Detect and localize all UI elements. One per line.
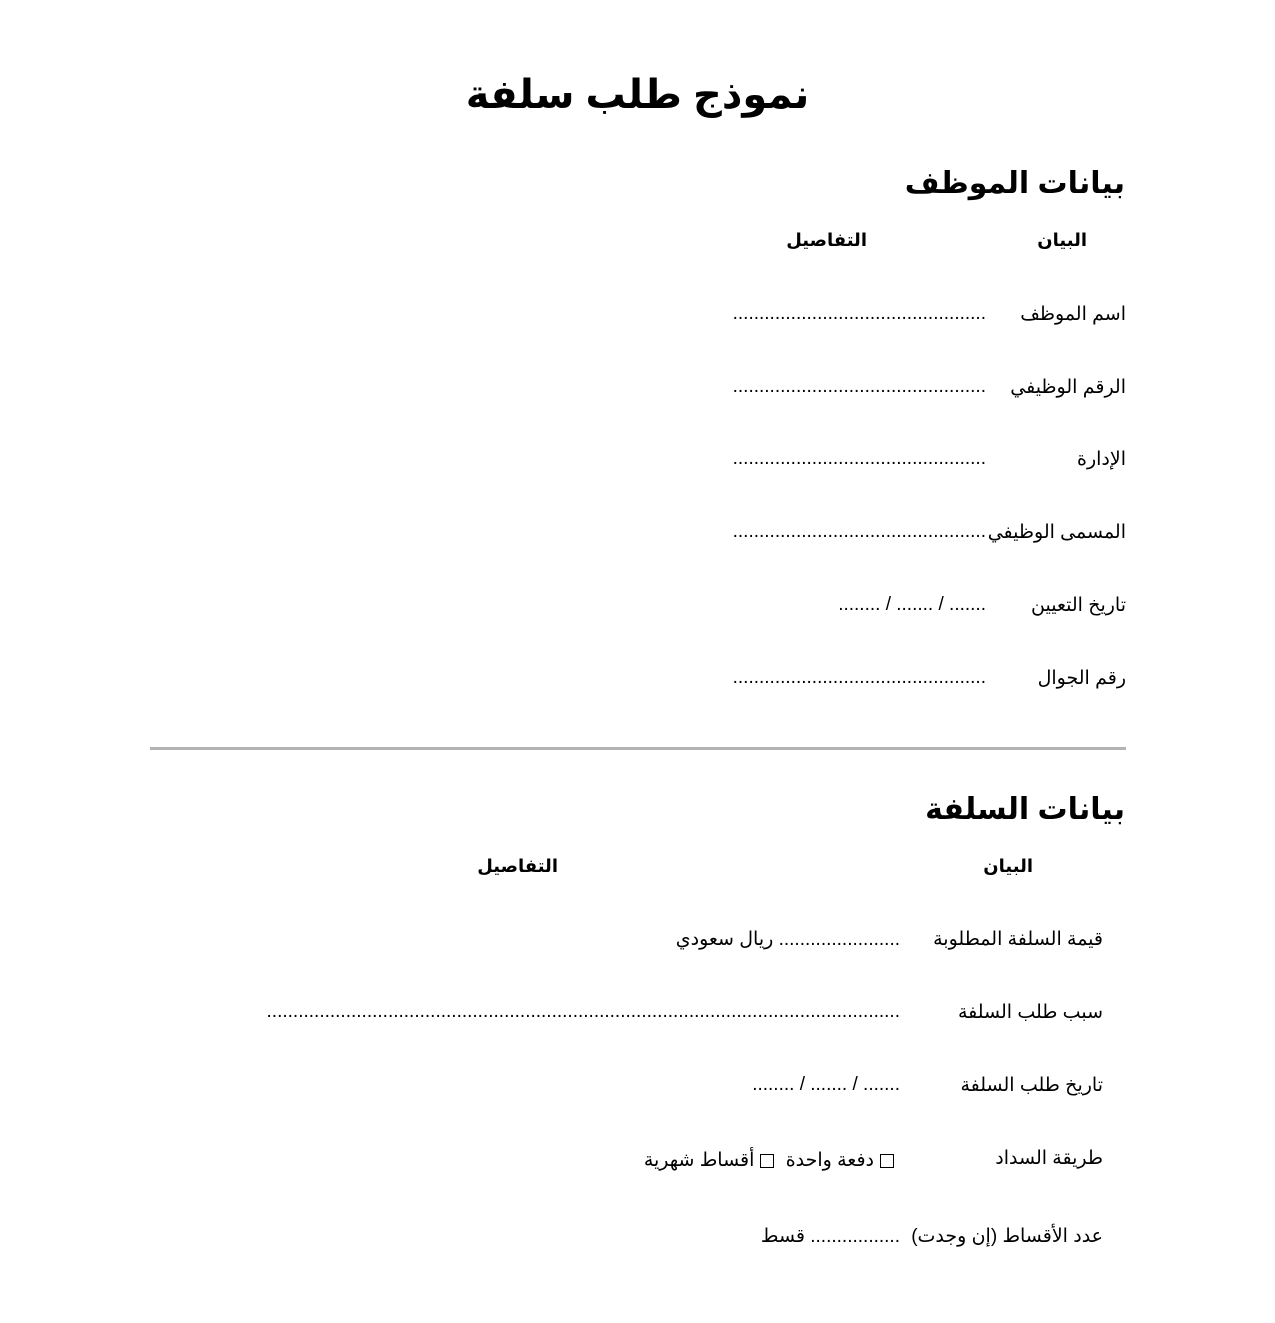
employee-name-label: اسم الموظف bbox=[1020, 304, 1126, 325]
loan-col-details-header: التفاصيل bbox=[477, 856, 558, 876]
mobile-field[interactable]: ................................................ bbox=[732, 667, 986, 688]
section-divider bbox=[150, 747, 1126, 750]
installments-count-field[interactable]: ................. قسط bbox=[760, 1226, 900, 1247]
hire-date-label: تاريخ التعيين bbox=[1031, 595, 1126, 616]
employee-name-field[interactable]: ................................................ bbox=[732, 303, 986, 324]
single-payment-label: دفعة واحدة bbox=[785, 1150, 874, 1171]
loan-section-heading: بيانات السلفة bbox=[925, 793, 1125, 826]
single-payment-checkbox[interactable] bbox=[880, 1154, 894, 1168]
loan-date-field[interactable]: ....... / ....... / ........ bbox=[752, 1074, 900, 1095]
employee-section-heading: بيانات الموظف bbox=[904, 167, 1125, 200]
monthly-installments-checkbox[interactable] bbox=[760, 1154, 774, 1168]
monthly-installments-label: أقساط شهرية bbox=[643, 1150, 755, 1171]
installments-count-label: عدد الأقساط (إن وجدت) bbox=[911, 1226, 1103, 1247]
loan-amount-field[interactable]: ....................... ريال سعودي bbox=[675, 929, 900, 950]
page-title: نموذج طلب سلفة bbox=[465, 73, 810, 117]
loan-amount-label: قيمة السلفة المطلوبة bbox=[933, 929, 1103, 950]
employee-id-label: الرقم الوظيفي bbox=[1010, 377, 1126, 398]
hire-date-field[interactable]: ....... / ....... / ........ bbox=[838, 594, 986, 615]
loan-reason-label: سبب طلب السلفة bbox=[957, 1002, 1103, 1023]
job-title-field[interactable]: ................................................ bbox=[732, 521, 986, 542]
department-label: الإدارة bbox=[1077, 449, 1126, 470]
employee-col-details-header: التفاصيل bbox=[786, 230, 867, 250]
payment-method-label: طريقة السداد bbox=[995, 1148, 1103, 1169]
job-title-label: المسمى الوظيفي bbox=[987, 522, 1126, 543]
loan-reason-field[interactable]: ........................................................................................................................ bbox=[266, 1001, 900, 1022]
loan-col-label-header: البيان bbox=[983, 856, 1033, 876]
loan-date-label: تاريخ طلب السلفة bbox=[960, 1075, 1103, 1096]
department-field[interactable]: ................................................ bbox=[732, 448, 986, 469]
mobile-label: رقم الجوال bbox=[1037, 668, 1126, 689]
employee-col-label-header: البيان bbox=[1037, 230, 1087, 250]
payment-method-options bbox=[644, 1149, 900, 1172]
employee-id-field[interactable]: ................................................ bbox=[732, 376, 986, 397]
